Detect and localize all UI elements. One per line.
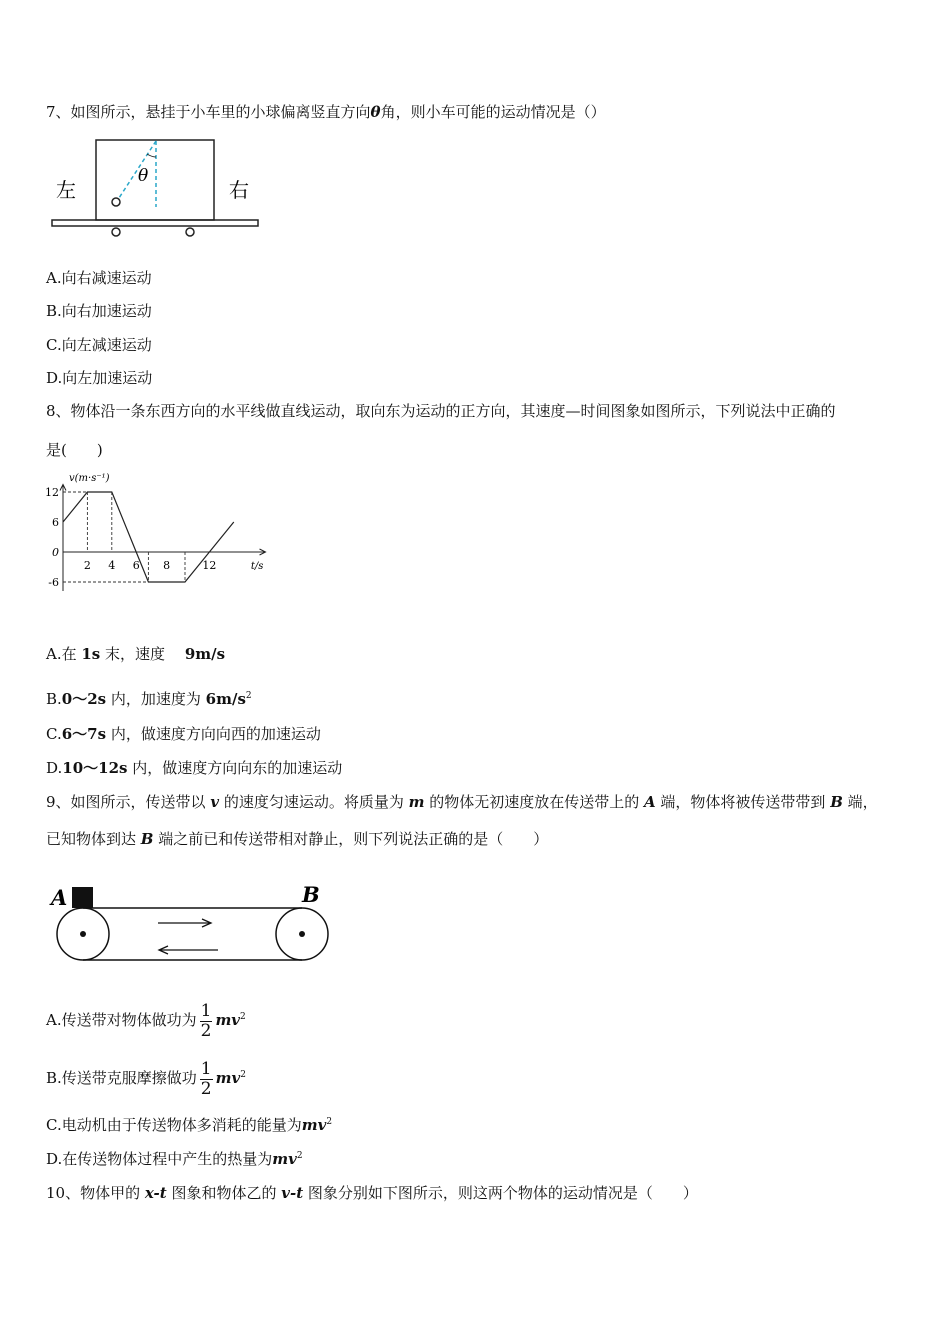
x-tick-label: 12 [202,559,217,572]
q7-option-d: D.向左加速运动 [46,369,153,387]
q9-option-a-mv: mv [215,1011,241,1029]
q9-stem-line1 [46,792,878,812]
left-label: 左 [56,178,76,202]
q8-option-b-accel: 6m/s [205,690,246,708]
y-tick-label: 12 [45,486,59,499]
q7-option-c: C.向左减速运动 [46,336,152,354]
q9-l1d: 端，物体将被传送带带到 [655,793,831,811]
fraction-numerator: 1 [200,1058,212,1079]
q8-option-b-prefix: B. [46,690,62,708]
q8-option-d-prefix: D. [46,759,63,777]
q8-option-a-mid: 末，速度 [100,645,185,663]
cart-wheel-right [186,228,194,236]
q9-l1e: 端， [842,793,878,811]
q7-stem [46,102,606,122]
q10-xt: x-t [144,1184,167,1202]
q9-l1a: 9、如图所示，传送带以 [46,793,211,811]
x-tick-label: 6 [132,559,140,572]
x-tick-label: 4 [108,559,116,572]
q8-option-a [46,644,225,664]
x-tick-label: 2 [83,559,91,572]
y-tick-label: -6 [48,576,59,589]
q8-option-c-range: 6～7s [61,725,107,743]
q7-stem-a: 7、如图所示，悬挂于小车里的小球偏离竖直方向 [46,103,371,121]
q8-option-b [46,689,252,709]
q10-a: 10、物体甲的 [46,1184,145,1202]
q10-c: 图象分别如下图所示，则这两个物体的运动情况是（ ） [303,1184,698,1202]
q10-b: 图象和物体乙的 [166,1184,282,1202]
q9-l1b: 的速度匀速运动。将质量为 [219,793,409,811]
q9-l1c: 的物体无初速度放在传送带上的 [424,793,645,811]
q9-option-d-text: D.在传送物体过程中产生的热量为 [46,1150,273,1168]
q9-option-b-text: B.传送带克服摩擦做功 [46,1069,197,1087]
fraction-denominator: 2 [200,1020,212,1041]
q10-stem [46,1183,698,1203]
x-axis-label: t/s [250,561,264,572]
cart-body [96,140,214,220]
q9-option-b-exp: 2 [240,1070,246,1080]
q9-v: v [210,793,220,811]
x-tick-label: 8 [163,559,171,572]
q9-option-c-exp: 2 [326,1117,333,1127]
q8-option-c-rest: 内，做速度方向向西的加速运动 [106,725,321,743]
origin-label: 0 [52,546,59,559]
q9-option-c-text: C.电动机由于传送物体多消耗的能量为 [46,1116,302,1134]
q9-option-d-exp: 2 [296,1151,303,1161]
q8-option-b-mid: 内，加速度为 [106,690,206,708]
ball [112,198,120,206]
q9-option-a-text: A.传送带对物体做功为 [46,1011,197,1029]
q8-option-b-exp: 2 [245,691,252,701]
q8-vt-chart [38,466,273,601]
q8-stem-line1: 8、物体沿一条东西方向的水平线做直线运动，取向东为运动的正方向，其速度—时间图象如图所示，下列说法中正确的 [46,402,836,420]
q9-l2B: B [140,830,154,848]
fraction-denominator: 2 [200,1078,212,1099]
q9-option-a [46,1000,246,1041]
q9-A: A [644,793,656,811]
q9-m: m [408,793,425,811]
q9-B: B [830,793,843,811]
pulley-right-axle [299,931,305,937]
q9-stem-line2 [46,829,548,849]
q8-option-a-prefix: A.在 [46,645,82,663]
q9-option-c [46,1115,332,1135]
q9-option-d-mv: mv [272,1150,297,1168]
q7-cart-figure [46,135,266,245]
q7-option-a: A.向右减速运动 [46,269,152,287]
angle-arc [147,154,156,157]
right-label: 右 [229,178,249,202]
fraction-half [200,1060,213,1099]
q7-stem-b: 角，则小车可能的运动情况是（） [380,103,606,121]
q8-option-c-prefix: C. [46,725,62,743]
q8-stem-line2: 是( ) [46,441,103,459]
q9-l2a: 已知物体到达 [46,830,141,848]
pulley-left-axle [80,931,86,937]
q8-option-d-range: 10～12s [62,759,128,777]
q8-option-d-rest: 内，做速度方向向东的加速运动 [127,759,343,777]
q8-option-a-speed: 9m/s [184,645,226,663]
y-tick-label: 6 [52,516,59,529]
q8-option-d [46,758,342,778]
q9-option-b [46,1058,246,1099]
q7-option-b: B.向右加速运动 [46,302,152,320]
q9-option-b-mv: mv [215,1069,241,1087]
y-axis-label: v(m·s⁻¹) [69,473,110,484]
q8-option-b-range: 0～2s [61,690,107,708]
label-b: B [302,882,320,907]
q9-l2b: 端之前已和传送带相对静止，则下列说法正确的是（ ） [153,830,549,848]
q9-option-d [46,1149,303,1169]
label-a: A [51,885,68,910]
q8-option-a-time: 1s [81,645,101,663]
q9-option-a-exp: 2 [240,1012,246,1022]
cart-wheel-left [112,228,120,236]
cart-floor [52,220,258,226]
theta-label: θ [138,166,149,186]
fraction-half [200,1002,213,1041]
block-on-belt [72,887,93,908]
fraction-numerator: 1 [200,1000,212,1021]
q7-theta: θ [370,103,381,121]
q8-option-c [46,724,321,744]
q10-vt: v-t [281,1184,304,1202]
q9-conveyor-figure [46,878,346,968]
q9-option-c-mv: mv [301,1116,327,1134]
